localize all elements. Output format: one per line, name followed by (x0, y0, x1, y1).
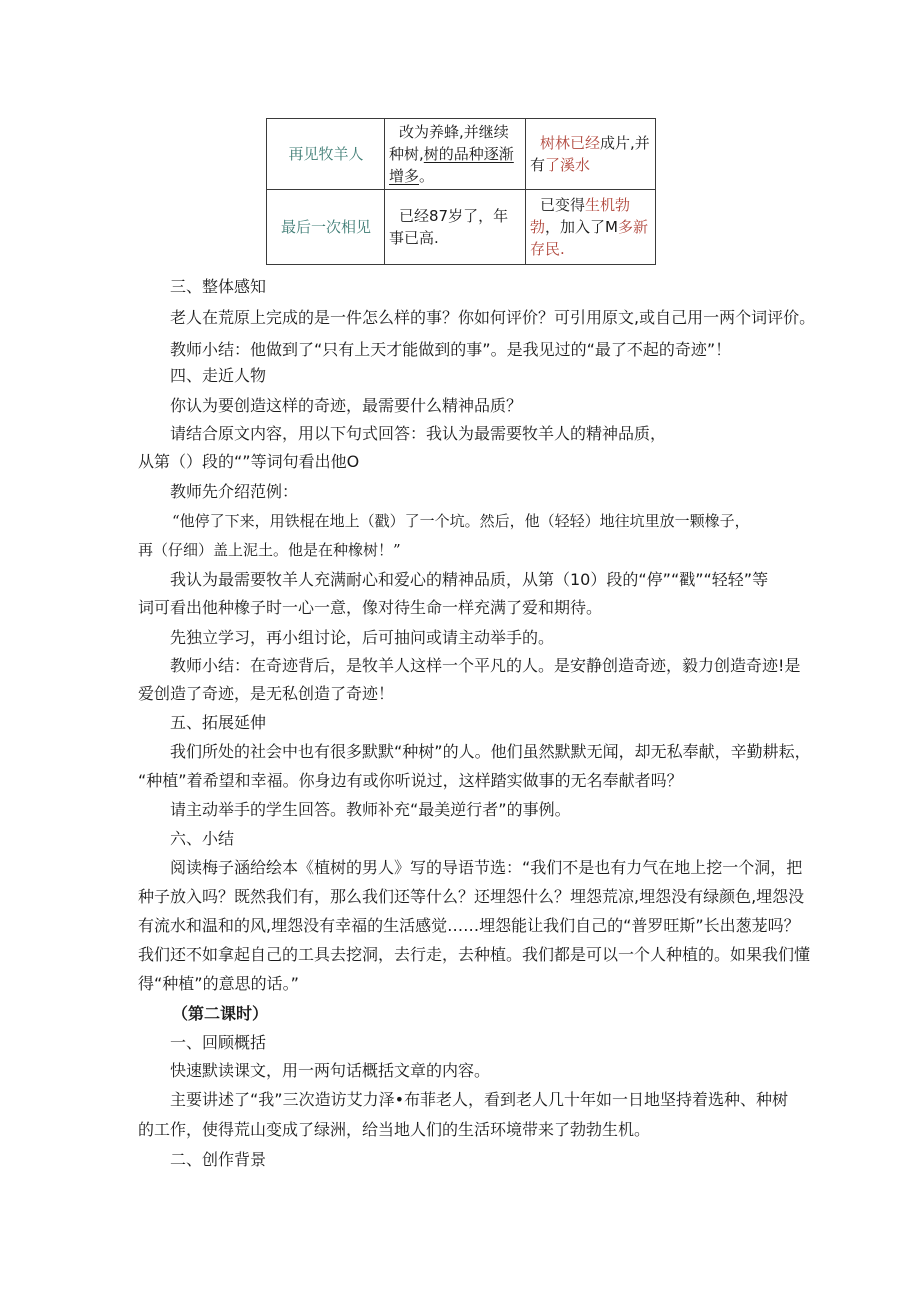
paragraph-line: 我认为最需要牧羊人充满耐心和爱心的精神品质，从第（10）段的“停”“戳”“轻轻”等 (170, 570, 769, 589)
change-cell (385, 119, 526, 190)
paragraph-line: 教师小结：他做到了“只有上天才能做到的事”。是我见过的“最了不起的奇迹”！ (170, 340, 732, 359)
cell-text: 。 (419, 167, 435, 185)
cell-text: 已变得 (540, 196, 586, 214)
paragraph-line: 爱创造了奇迹，是无私创造了奇迹！ (138, 684, 395, 703)
paragraph-line: 的工作，使得荒山变成了绿洲，给当地人们的生活环境带来了勃勃生机。 (138, 1120, 651, 1139)
table-row (267, 190, 656, 265)
section-heading: 二、创作背景 (170, 1150, 267, 1169)
paragraph-line: 教师先介绍范例： (170, 482, 299, 501)
section-heading: 五、拓展延伸 (170, 713, 267, 732)
table-row (267, 119, 656, 190)
comparison-table (266, 118, 656, 265)
paragraph-line: 词可看出他种橡子时一心一意，像对待生命一样充满了爱和期待。 (138, 598, 603, 617)
underlined-text: 树的品种逐渐增多 (389, 145, 514, 185)
paragraph-line: 我们所处的社会中也有很多默默“种树”的人。他们虽然默默无闻，却无私奉献，辛勤耕耘， (170, 742, 811, 761)
paragraph-line: 老人在荒原上完成的是一件怎么样的事？你如何评价？可引用原文,或自己用一两个词评价。 (170, 308, 816, 327)
paragraph-line: 从第（）段的“”等词句看出他O (138, 452, 360, 471)
cell-text: 已经87岁了，年事已高. (389, 207, 509, 247)
paragraph-line: “种植”着希望和幸福。你身边有或你听说过，这样踏实做事的无名奉献者吗？ (138, 771, 683, 790)
row-label: 最后一次相见 (267, 190, 385, 265)
paragraph-line: 得“种植”的意思的话。” (138, 974, 299, 993)
paragraph-line: 快速默读课文，用一两句话概括文章的内容。 (170, 1061, 491, 1080)
paragraph-line: 请结合原文内容，用以下句式回答：我认为最需要牧羊人的精神品质， (170, 424, 667, 443)
section-heading: 六、小结 (170, 829, 235, 848)
paragraph-line: 我们还不如拿起自己的工具去挖洞，去行走，去种植。我们都是可以一个人种植的。如果我们懂 (138, 945, 811, 964)
paragraph-line: 种子放入吗？既然我们有，那么我们还等什么？还埋怨什么？埋怨荒凉,埋怨没有绿颜色,埋怨没 (138, 887, 805, 906)
paragraph-line: 你认为要创造这样的奇迹，最需要什么精神品质？ (170, 396, 523, 415)
paragraph-line: 先独立学习，再小组讨论，后可抽问或请主动举手的。 (170, 628, 555, 647)
paragraph-line: 请主动举手的学生回答。教师补充“最美逆行者”的事例。 (170, 800, 571, 819)
section-heading: 四、走近人物 (170, 366, 267, 385)
lesson-heading: （第二课时） (172, 1004, 269, 1023)
land-cell (526, 119, 656, 190)
highlighted-text: 生机勃勃 (530, 196, 631, 236)
section-heading: 三、整体感知 (170, 277, 267, 296)
paragraph-line: 有流水和温和的风,埋怨没有幸福的生活感觉……埋怨能让我们自己的“普罗旺斯”长出葱茏吗？ (138, 916, 800, 935)
quote-line: 再（仔细）盖上泥土。他是在种橡树！” (138, 541, 401, 559)
cell-text: 成片,并有 (530, 134, 650, 174)
highlighted-text: 多新存民. (530, 218, 648, 258)
highlighted-text: 了溪水 (545, 156, 591, 174)
row-label: 再见牧羊人 (267, 119, 385, 190)
highlighted-text: 树林已经 (540, 134, 601, 152)
cell-text: 改为养蜂,并继续种树, (389, 123, 509, 163)
change-cell (385, 190, 526, 265)
land-cell (526, 190, 656, 265)
paragraph-line: 教师小结：在奇迹背后，是牧羊人这样一个平凡的人。是安静创造奇迹，毅力创造奇迹!是 (170, 656, 801, 675)
cell-text: ，加入了M (545, 218, 618, 236)
section-heading: 一、回顾概括 (170, 1033, 267, 1052)
paragraph-line: 阅读梅子涵给绘本《植树的男人》写的导语节选：“我们不是也有力气在地上挖一个洞，把 (170, 858, 803, 877)
paragraph-line: 主要讲述了“我”三次造访艾力泽•布菲老人，看到老人几十年如一日地坚持着选种、种树 (170, 1090, 789, 1109)
quote-line: “他停了下来，用铁棍在地上（戳）了一个坑。然后，他（轻轻）地往坑里放一颗橡子， (172, 512, 750, 530)
